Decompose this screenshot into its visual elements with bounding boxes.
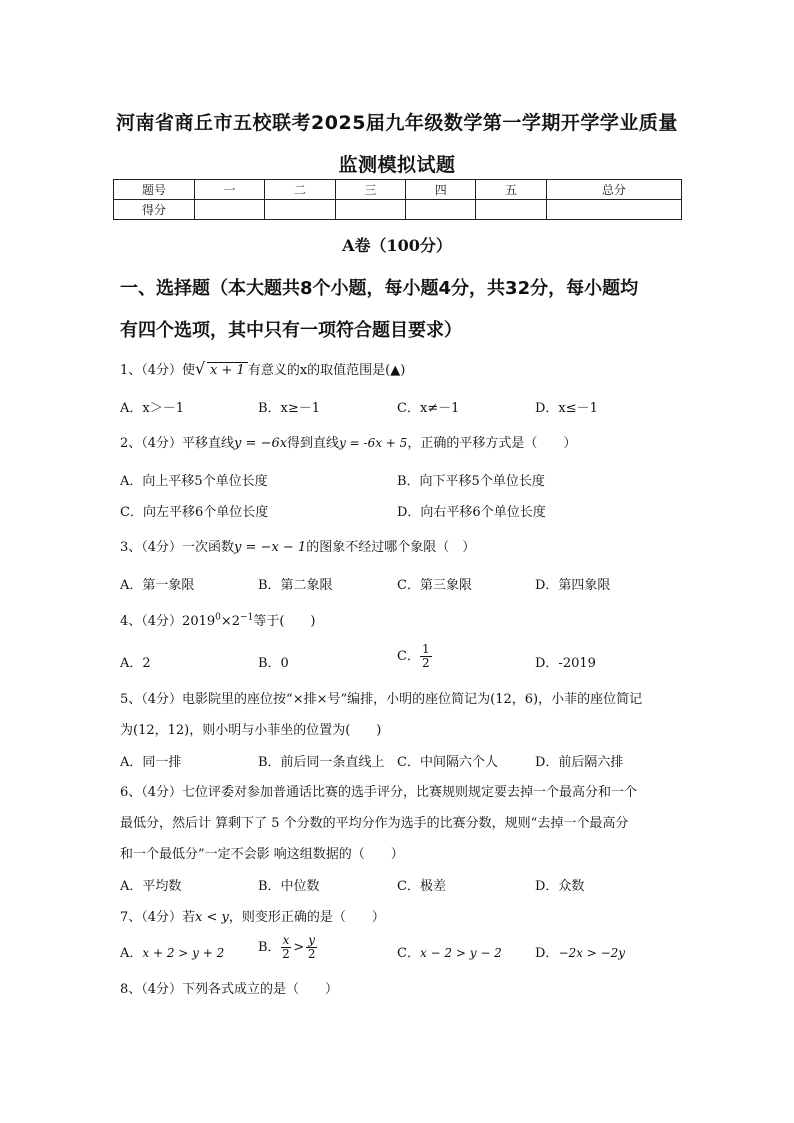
q4-option-c-den: 2 bbox=[421, 656, 430, 670]
score-cell bbox=[195, 200, 265, 220]
question-4 bbox=[120, 610, 315, 629]
q7-option-d bbox=[535, 942, 625, 961]
q3-option-c: C．第三象限 bbox=[397, 578, 472, 593]
q4-expression bbox=[182, 614, 253, 629]
question-6-line1: 6、（4分）七位评委对参加普通话比赛的选手评分，比赛规则规定要去掉一个最高分和一个 bbox=[120, 785, 638, 800]
q2-expr2: y = -6x + 5 bbox=[339, 436, 408, 450]
q7-option-c bbox=[397, 942, 502, 961]
q3-suffix: 的图象不经过哪个象限（ ） bbox=[306, 540, 476, 555]
q4-exp2: −1 bbox=[240, 612, 254, 623]
q4-base1: 2019 bbox=[182, 614, 216, 629]
q4-option-d: D．-2019 bbox=[535, 656, 596, 671]
score-cell bbox=[265, 200, 335, 220]
paper-part-heading: A卷（100分） bbox=[342, 236, 452, 255]
q7-option-b bbox=[258, 934, 317, 961]
q4-option-c-fraction bbox=[420, 643, 432, 670]
q4-option-c-label: C． bbox=[397, 649, 420, 664]
q1-option-c: C．x≠－1 bbox=[397, 401, 460, 416]
score-table-header-row bbox=[114, 180, 682, 200]
question-6-line2: 最低分，然后计 算剩下了 5 个分数的平均分作为选手的比赛分数，规则“去掉一个最高分 bbox=[120, 816, 629, 831]
q3-prefix: 3、（4分）一次函数 bbox=[120, 540, 235, 555]
question-1 bbox=[120, 359, 405, 378]
section1-heading-line2: 有四个选项，其中只有一项符合题目要求） bbox=[120, 320, 462, 341]
q7-option-b-num1: x bbox=[282, 933, 290, 947]
q7-expr: x < y bbox=[195, 910, 229, 925]
q5-option-d: D．前后隔六排 bbox=[535, 755, 624, 770]
q5-option-b: B．前后同一条直线上 bbox=[258, 755, 385, 770]
q7-prefix: 7、（4分）若 bbox=[120, 910, 196, 925]
score-header-cell: 三 bbox=[335, 180, 405, 200]
score-header-cell: 一 bbox=[195, 180, 265, 200]
question-7 bbox=[120, 906, 385, 925]
section1-heading-line1: 一、选择题（本大题共8个小题，每小题4分，共32分，每小题均 bbox=[120, 278, 639, 299]
q5-option-a: A．同一排 bbox=[120, 755, 182, 770]
q2-option-a: A．向上平移5个单位长度 bbox=[120, 474, 268, 489]
score-table bbox=[113, 179, 682, 220]
q7-suffix: ，则变形正确的是（ ） bbox=[228, 910, 385, 925]
q7-option-a-label: A． bbox=[120, 946, 143, 961]
question-6-line3: 和一个最低分”一定不会影 响这组数据的（ ） bbox=[120, 847, 404, 862]
q1-option-d: D．x≤－1 bbox=[535, 401, 598, 416]
score-cell bbox=[546, 200, 681, 220]
score-row-label: 得分 bbox=[114, 200, 195, 220]
exam-title-line1: 河南省商丘市五校联考2025届九年级数学第一学期开学学业质量 bbox=[116, 112, 678, 134]
question-3 bbox=[120, 536, 475, 555]
q2-prefix: 2、（4分）平移直线 bbox=[120, 436, 235, 451]
q2-expr1: y = −6x bbox=[234, 436, 288, 451]
q1-option-b: B．x≥－1 bbox=[258, 401, 321, 416]
question-8: 8、（4分）下列各式成立的是（ ） bbox=[120, 982, 339, 997]
q7-option-b-den1: 2 bbox=[282, 947, 290, 961]
q7-option-b-den2: 2 bbox=[307, 947, 316, 961]
q4-times: ×2 bbox=[220, 614, 241, 629]
q1-radical: √ x + 1 bbox=[195, 363, 248, 378]
q7-option-c-expr: x − 2 > y − 2 bbox=[419, 946, 502, 960]
q6-option-c: C．极差 bbox=[397, 879, 446, 894]
q3-option-b: B．第二象限 bbox=[258, 578, 333, 593]
q7-option-b-frac1 bbox=[281, 934, 292, 961]
score-table-score-row bbox=[114, 200, 682, 220]
score-header-cell: 四 bbox=[406, 180, 476, 200]
score-header-cell: 五 bbox=[476, 180, 546, 200]
q4-option-c-num: 1 bbox=[421, 642, 430, 656]
q1-suffix: 有意义的x的取值范围是(▲) bbox=[247, 363, 406, 378]
q7-option-d-expr: −2x > −2y bbox=[558, 946, 626, 960]
q7-option-b-label: B． bbox=[258, 940, 281, 955]
exam-title-line2: 监测模拟试题 bbox=[338, 154, 456, 176]
q7-option-b-gt: > bbox=[293, 940, 305, 955]
score-cell bbox=[476, 200, 546, 220]
q4-option-a: A．2 bbox=[120, 656, 151, 671]
q1-option-a: A．x＞－1 bbox=[120, 401, 184, 416]
q7-option-a-expr: x + 2 > y + 2 bbox=[142, 946, 225, 960]
q1-radicand: x + 1 bbox=[207, 362, 248, 378]
q2-mid: 得到直线 bbox=[287, 436, 340, 451]
q7-option-b-frac2 bbox=[306, 934, 317, 961]
q6-option-a: A．平均数 bbox=[120, 879, 182, 894]
q4-option-b: B．0 bbox=[258, 656, 289, 671]
q7-option-a bbox=[120, 942, 224, 961]
question-2 bbox=[120, 432, 576, 451]
q7-option-d-label: D． bbox=[535, 946, 559, 961]
score-header-cell: 总分 bbox=[546, 180, 681, 200]
q2-option-d: D．向右平移6个单位长度 bbox=[397, 505, 546, 520]
q6-option-d: D．众数 bbox=[535, 879, 585, 894]
q1-prefix: 1、（4分）使 bbox=[120, 363, 196, 378]
q3-option-d: D．第四象限 bbox=[535, 578, 611, 593]
q7-option-b-num2: y bbox=[308, 933, 316, 947]
q4-prefix: 4、（4分） bbox=[120, 614, 183, 629]
q2-option-b: B．向下平移5个单位长度 bbox=[397, 474, 545, 489]
q2-option-c: C．向左平移6个单位长度 bbox=[120, 505, 269, 520]
q4-suffix: 等于( ) bbox=[253, 614, 316, 629]
score-cell bbox=[335, 200, 405, 220]
score-cell bbox=[406, 200, 476, 220]
q3-option-a: A．第一象限 bbox=[120, 578, 195, 593]
q5-option-c: C．中间隔六个人 bbox=[397, 755, 498, 770]
question-5-line2: 为(12，12)，则小明与小菲坐的位置为( ) bbox=[120, 723, 382, 738]
question-5-line1: 5、（4分）电影院里的座位按“×排×号”编排，小明的座位简记为(12，6)，小菲的座位简记 bbox=[120, 692, 643, 707]
score-header-cell: 题号 bbox=[114, 180, 195, 200]
q6-option-b: B．中位数 bbox=[258, 879, 320, 894]
score-header-cell: 二 bbox=[265, 180, 335, 200]
q4-exp1: 0 bbox=[215, 612, 221, 623]
q7-option-c-label: C． bbox=[397, 946, 420, 961]
q4-option-c bbox=[397, 643, 432, 670]
q2-suffix: ，正确的平移方式是（ ） bbox=[407, 436, 577, 451]
q3-expr: y = −x − 1 bbox=[234, 540, 307, 555]
